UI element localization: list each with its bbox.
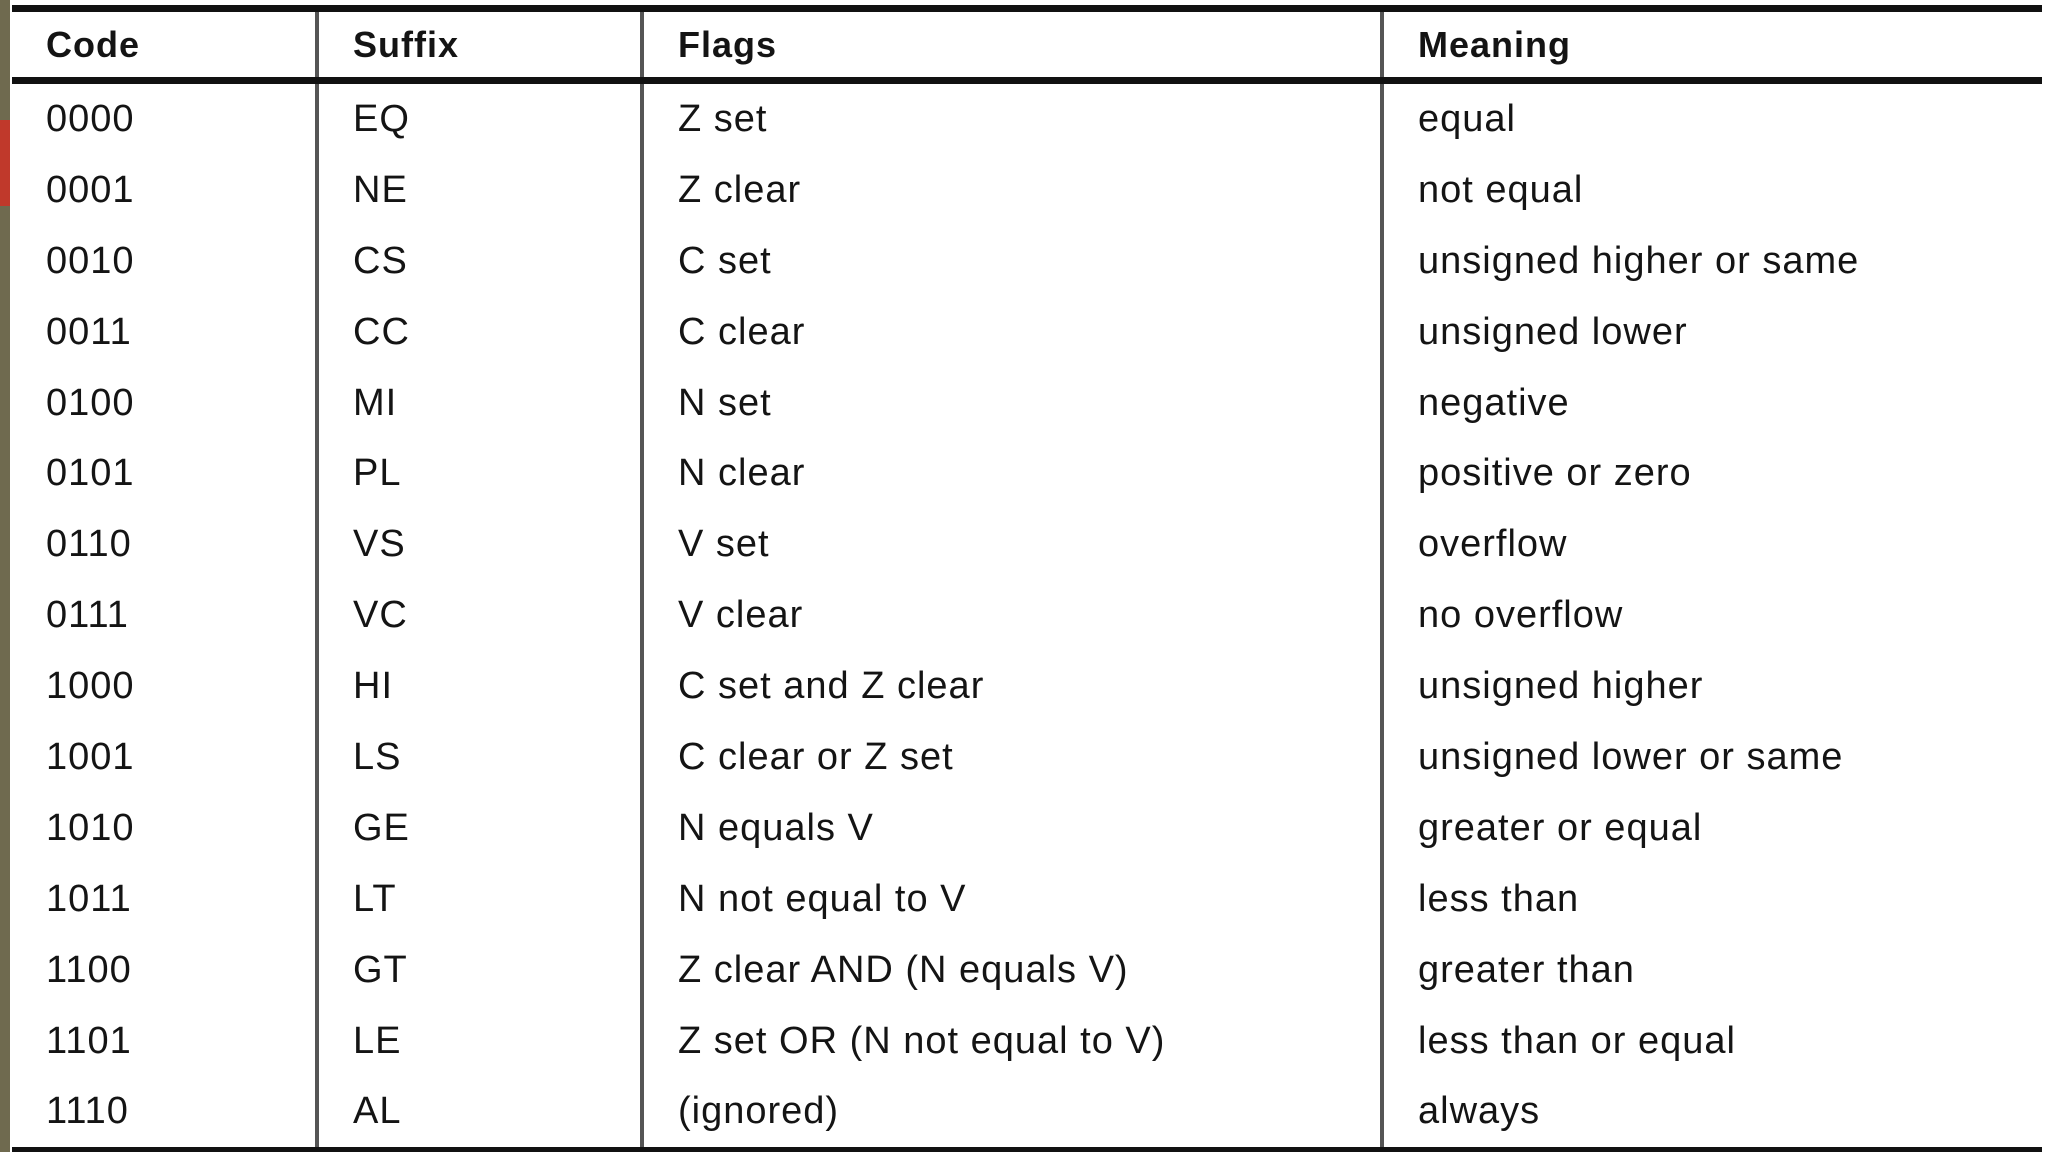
table-row [12,651,2042,722]
slide-left-accent [0,120,10,206]
cell-code: 1101 [46,1019,132,1062]
table-row [12,935,2042,1006]
cell-suffix: VC [317,580,642,651]
header-code: Code [12,9,317,81]
cell-code: 0100 [46,381,135,424]
cell-meaning: negative [1382,368,2042,439]
cell-suffix: LE [317,1006,642,1077]
header-suffix: Suffix [317,9,642,81]
cell-flags: N set [642,368,1382,439]
cell-flags: (ignored) [642,1076,1382,1150]
cell-code: 0001 [46,168,135,211]
table-row [12,297,2042,368]
cell-suffix: MI [317,368,642,439]
cell-suffix: LS [317,722,642,793]
table-row [12,368,2042,439]
table-row [12,722,2042,793]
cell-code: 0101 [46,452,135,495]
cell-meaning: unsigned higher [1382,651,2042,722]
cell-suffix: EQ [317,81,642,155]
cell-flags: C set and Z clear [642,651,1382,722]
cell-meaning: overflow [1382,509,2042,580]
table-row [12,1006,2042,1077]
cell-suffix: GE [317,793,642,864]
condition-codes-table [12,5,2042,1152]
table-row [12,864,2042,935]
cell-meaning: unsigned higher or same [1382,226,2042,297]
header-flags: Flags [642,9,1382,81]
cell-suffix: HI [317,651,642,722]
cell-meaning: positive or zero [1382,438,2042,509]
table-body [12,81,2042,1151]
cell-code: 1100 [46,948,132,991]
cell-flags: C clear or Z set [642,722,1382,793]
cell-meaning: less than [1382,864,2042,935]
cell-meaning: less than or equal [1382,1006,2042,1077]
cell-suffix: GT [317,935,642,1006]
cell-code: 0000 [46,97,135,140]
table-row [12,155,2042,226]
cell-suffix: AL [317,1076,642,1150]
cell-flags: N equals V [642,793,1382,864]
cell-meaning: not equal [1382,155,2042,226]
cell-code: 0110 [46,523,132,566]
cell-flags: C set [642,226,1382,297]
cell-suffix: CC [317,297,642,368]
cell-flags: V clear [642,580,1382,651]
table-header-row [12,9,2042,81]
cell-code: 0111 [46,594,129,637]
cell-suffix: PL [317,438,642,509]
cell-flags: Z clear AND (N equals V) [642,935,1382,1006]
cell-flags: V set [642,509,1382,580]
table-row [12,81,2042,155]
table-row [12,580,2042,651]
cell-code: 1000 [46,665,135,708]
cell-code: 0010 [46,239,135,282]
cell-suffix: VS [317,509,642,580]
cell-suffix: LT [317,864,642,935]
table-row [12,226,2042,297]
table-row [12,793,2042,864]
cell-meaning: unsigned lower [1382,297,2042,368]
cell-flags: C clear [642,297,1382,368]
cell-code: 1010 [46,806,135,849]
cell-flags: Z set [642,81,1382,155]
cell-meaning: unsigned lower or same [1382,722,2042,793]
cell-code: 1110 [12,1076,317,1150]
cell-meaning: greater or equal [1382,793,2042,864]
cell-code: 1001 [46,735,135,778]
cell-suffix: CS [317,226,642,297]
header-meaning: Meaning [1382,9,2042,81]
cell-code: 1011 [46,877,132,920]
cell-flags: Z clear [642,155,1382,226]
cell-flags: Z set OR (N not equal to V) [642,1006,1382,1077]
cell-meaning: equal [1382,81,2042,155]
condition-codes-table-container [12,5,2042,1152]
cell-meaning: greater than [1382,935,2042,1006]
cell-code: 0011 [46,310,132,353]
table-row [12,509,2042,580]
cell-meaning: always [1382,1076,2042,1150]
cell-flags: N clear [642,438,1382,509]
table-row [12,438,2042,509]
cell-flags: N not equal to V [642,864,1382,935]
cell-meaning: no overflow [1382,580,2042,651]
cell-suffix: NE [317,155,642,226]
table-row [12,1076,2042,1150]
